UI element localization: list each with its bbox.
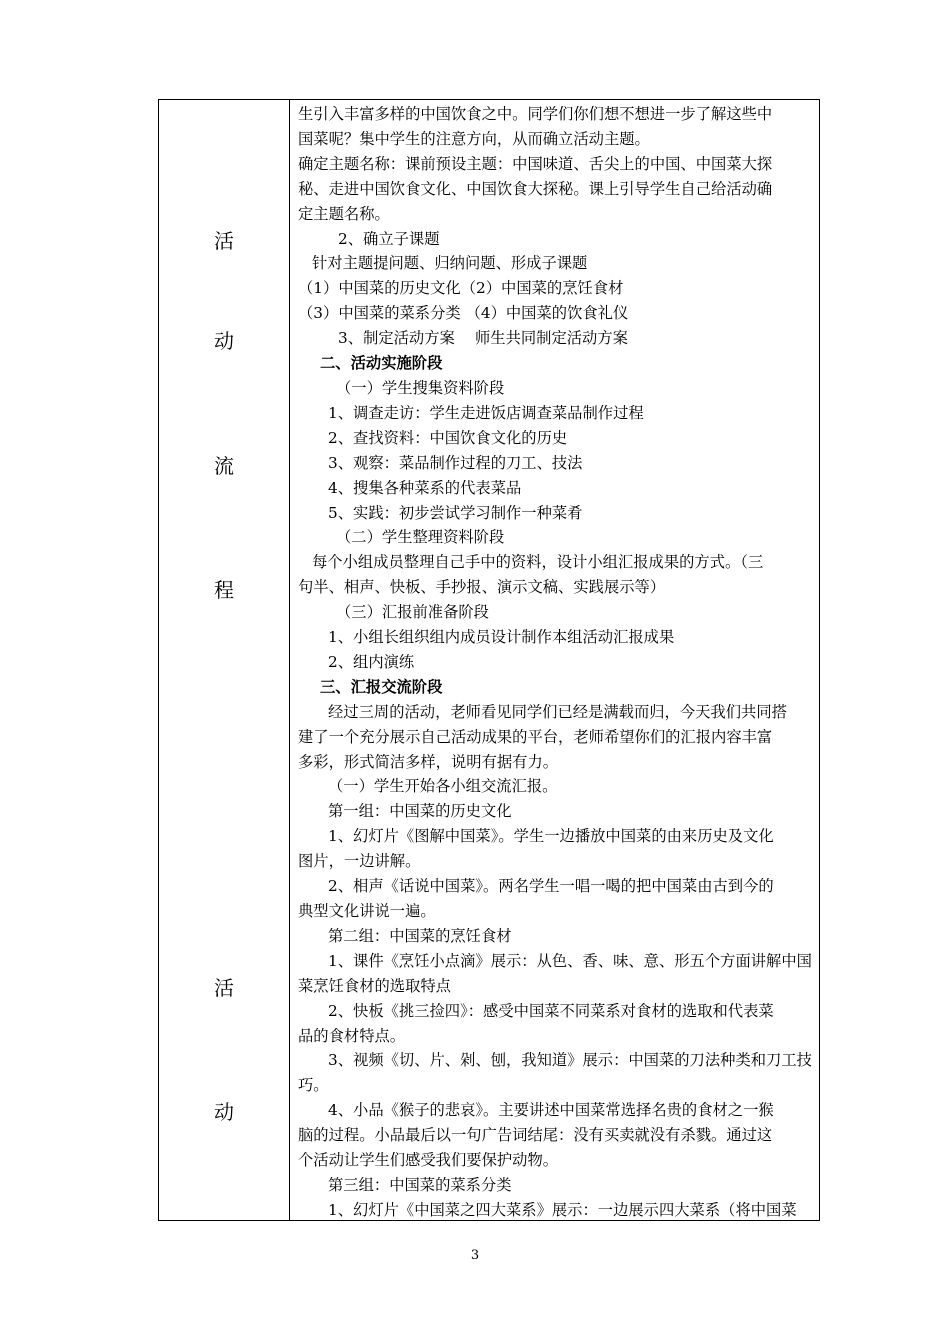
text-line: 2、相声《话说中国菜》。两名学生一唱一喝的把中国菜由古到今的 bbox=[328, 877, 774, 896]
text-line: （三）汇报前准备阶段 bbox=[336, 603, 489, 622]
text-line: （一）学生搜集资料阶段 bbox=[336, 378, 505, 397]
text-line: 2、查找资料：中国饮食文化的历史 bbox=[328, 428, 568, 447]
text-line: 每个小组成员整理自己手中的资料，设计小组汇报成果的方式。（三 bbox=[312, 553, 764, 572]
text-line: 典型文化讲说一遍。 bbox=[298, 902, 436, 920]
text-line: 句半、相声、快板、手抄报、演示文稿、实践展示等） bbox=[298, 578, 666, 597]
content-cell bbox=[298, 102, 814, 1223]
text-line: （3）中国菜的菜系分类 （4）中国菜的饮食礼仪 bbox=[298, 304, 629, 323]
text-line: 2、确立子课题 bbox=[338, 229, 440, 248]
text-line: （1）中国菜的历史文化（2）中国菜的烹饪食材 bbox=[298, 279, 624, 298]
process-table bbox=[158, 99, 820, 1221]
text-line: 图片，一边讲解。 bbox=[298, 852, 421, 871]
text-line: 建了一个充分展示自己活动成果的平台，老师希望你们的汇报内容丰富 bbox=[298, 727, 773, 746]
text-line: 1、幻灯片《图解中国菜》。学生一边播放中国菜的由来历史及文化 bbox=[328, 827, 774, 846]
text-line: （二）学生整理资料阶段 bbox=[336, 528, 505, 547]
side-label: 活 bbox=[214, 976, 234, 1000]
text-line: 秘、走进中国饮食文化、中国饮食大探秘。课上引导学生自己给活动确 bbox=[298, 179, 773, 198]
text-line: 国菜呢？集中学生的注意方向，从而确立活动主题。 bbox=[298, 129, 650, 148]
text-line: 脑的过程。小品最后以一句广告词结尾：没有买卖就没有杀戮。通过这 bbox=[298, 1126, 773, 1145]
text-line: 3、制定活动方案 师生共同制定活动方案 bbox=[338, 329, 628, 348]
page-number: 3 bbox=[470, 1248, 480, 1263]
text-line: 1、小组长组织组内成员设计制作本组活动汇报成果 bbox=[328, 628, 675, 647]
text-line: 3、视频《切、片、剁、刨，我知道》展示：中国菜的刀法种类和刀工技 bbox=[328, 1051, 812, 1070]
column-divider bbox=[289, 100, 290, 1220]
text-line: 生引入丰富多样的中国饮食之中。同学们你们想不想进一步了解这些中 bbox=[298, 105, 773, 123]
text-line: 针对主题提问题、归纳问题、形成子课题 bbox=[312, 254, 588, 273]
text-line: 巧。 bbox=[298, 1076, 329, 1095]
text-line: 经过三周的活动，老师看见同学们已经是满载而归，今天我们共同搭 bbox=[328, 702, 787, 721]
text-line: 5、实践：初步尝试学习制作一种菜肴 bbox=[328, 503, 583, 522]
text-line: 2、快板《挑三捡四》：感受中国菜不同菜系对食材的选取和代表菜 bbox=[328, 1001, 774, 1020]
section-heading: 二、活动实施阶段 bbox=[320, 354, 443, 373]
text-line: 菜烹饪食材的选取特点 bbox=[298, 976, 451, 995]
text-line: 第二组：中国菜的烹饪食材 bbox=[328, 926, 512, 945]
side-label: 动 bbox=[214, 1100, 234, 1124]
section-heading: 三、汇报交流阶段 bbox=[320, 677, 443, 696]
text-line: 定主题名称。 bbox=[298, 204, 390, 223]
text-line: （一）学生开始各小组交流汇报。 bbox=[328, 777, 558, 796]
text-line: 个活动让学生们感受我们要保护动物。 bbox=[298, 1151, 559, 1170]
text-line: 第三组：中国菜的菜系分类 bbox=[328, 1175, 512, 1194]
text-line: 1、课件《烹饪小点滴》展示：从色、香、味、意、形五个方面讲解中国 bbox=[328, 951, 812, 970]
side-label: 动 bbox=[214, 329, 234, 353]
text-line: 2、组内演练 bbox=[328, 652, 415, 671]
text-line: 1、幻灯片《中国菜之四大菜系》展示：一边展示四大菜系（将中国菜 bbox=[328, 1200, 797, 1219]
text-line: 确定主题名称：课前预设主题：中国味道、舌尖上的中国、中国菜大探 bbox=[298, 154, 773, 173]
text-line: 第一组：中国菜的历史文化 bbox=[328, 802, 512, 821]
side-label: 流 bbox=[214, 454, 234, 478]
text-line: 多彩，形式简洁多样，说明有据有力。 bbox=[298, 752, 559, 771]
text-line: 4、小品《猴子的悲哀》。主要讲述中国菜常选择名贵的食材之一猴 bbox=[328, 1101, 774, 1120]
text-line: 4、搜集各种菜系的代表菜品 bbox=[328, 478, 522, 497]
text-line: 3、观察：菜品制作过程的刀工、技法 bbox=[328, 453, 583, 472]
side-label: 活 bbox=[214, 229, 234, 253]
side-label: 程 bbox=[214, 578, 234, 602]
text-line: 1、调查走访：学生走进饭店调查菜品制作过程 bbox=[328, 403, 644, 422]
text-line: 品的食材特点。 bbox=[298, 1026, 406, 1045]
